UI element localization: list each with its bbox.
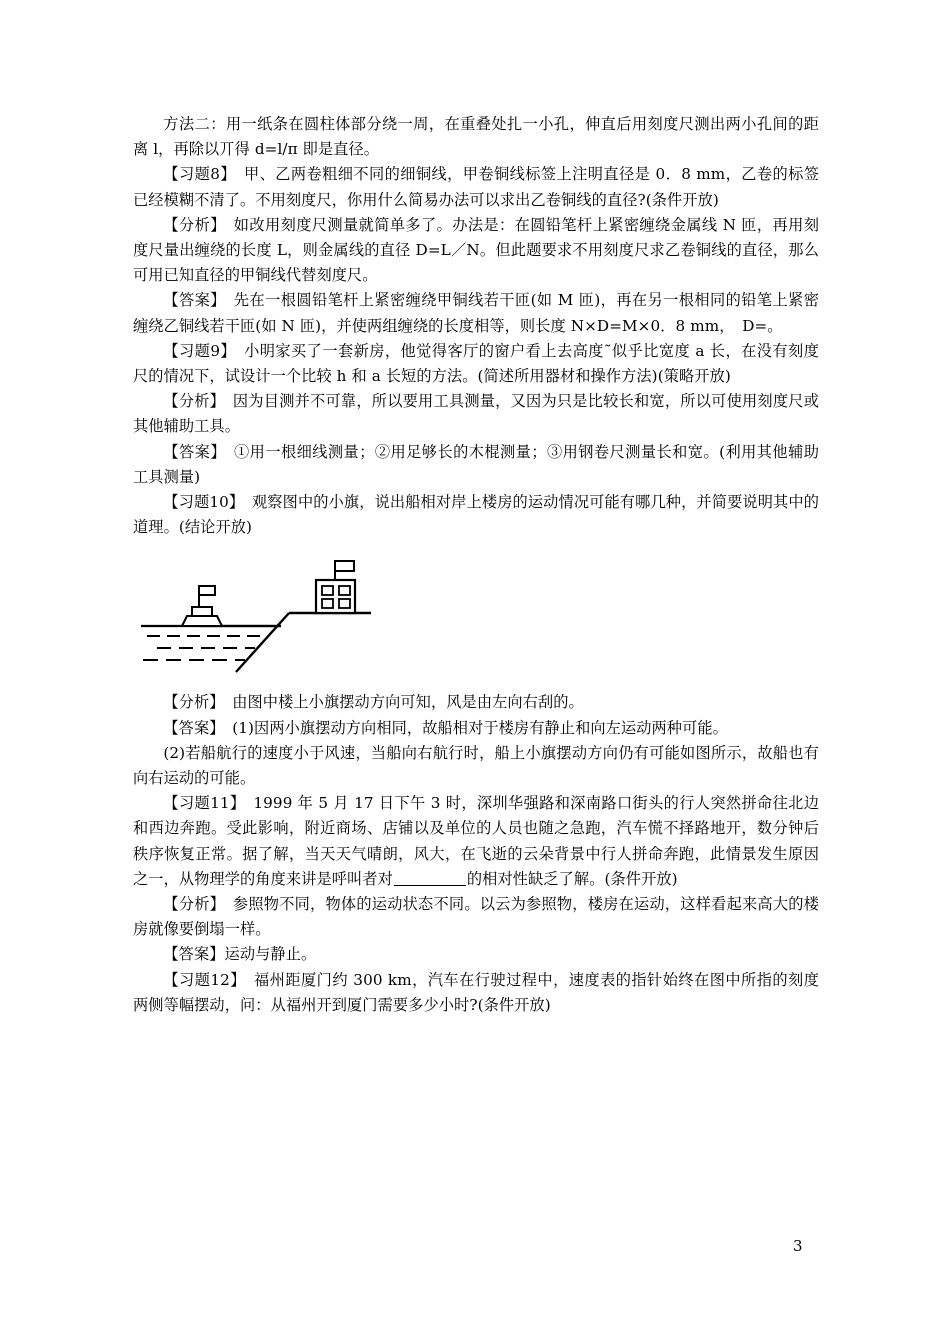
paragraph-analysis-11: 【分析】 参照物不同，物体的运动状态不同。以云为参照物，楼房在运动，这样看起来高大的楼房就像要倒塌一样。 <box>133 895 819 939</box>
paragraph-answer-10-part1: 【答案】 (1)因两小旗摆动方向相同，故船相对于楼房有静止和向左运动两种可能。 <box>163 718 728 737</box>
paragraph-answer-8: 【答案】 先在一根圆铅笔杆上紧密缠绕甲铜线若干匝(如 M 匝)，再在另一根相同的铅笔上紧密缠绕乙铜线若干匝(如 N 匝)，并使两组缠绕的长度相等，则长度 N×D=M×0．8 mm， D=。 <box>133 291 819 335</box>
building-flag-pointing-right <box>335 561 354 571</box>
sloped-shore-bank <box>236 613 289 672</box>
boat-flag-pointing-right <box>199 586 215 595</box>
figure-boat-and-building <box>133 550 819 678</box>
page-content <box>133 112 819 1018</box>
boat-cabin <box>192 607 212 616</box>
building-window-top-left <box>322 586 333 595</box>
paragraph-analysis-10: 【分析】 由图中楼上小旗摆动方向可知，风是由左向右刮的。 <box>163 693 584 712</box>
building-window-bottom-right <box>339 599 350 608</box>
paragraph-exercise-8: 【习题8】 甲、乙两卷粗细不同的细铜线，甲卷铜线标签上注明直径是 0．8 mm，乙卷的标签已经模糊不清了。不用刻度尺，你用什么简易办法可以求出乙卷铜线的直径?(条件开放) <box>133 165 819 209</box>
paragraph-exercise-11 <box>133 791 819 892</box>
fill-in-blank[interactable] <box>394 885 466 886</box>
paragraph-analysis-8: 【分析】 如改用刻度尺测量就简单多了。办法是：在圆铅笔杆上紧密缠绕金属线 N 匝，再用刻度尺量出缠绕的长度 L，则金属线的直径 D=L／N。但此题要求不用刻度尺求乙卷铜线的直径，那么可用已知直径的甲铜线代替刻度尺。 <box>133 215 819 285</box>
paragraph-answer-10-part2: (2)若船航行的速度小于风速，当船向右航行时，船上小旗摆动方向仍有可能如图所示，故船也有向右运动的可能。 <box>133 743 819 788</box>
paragraph-exercise-10: 【习题10】 观察图中的小旗，说出船相对岸上楼房的运动情况可能有哪几种，并简要说明其中的道理。(结论开放) <box>133 493 819 537</box>
building-window-bottom-left <box>322 599 333 608</box>
paragraph-exercise-9: 【习题9】 小明家买了一套新房，他觉得客厅的窗户看上去高度˜似乎比宽度 a 长，在没有刻度尺的情况下，试设计一个比较 h 和 a 长短的方法。(简述所用器材和操作方法)(策略开放) <box>133 341 819 386</box>
paragraph-answer-9: 【答案】 ①用一根细线测量；②用足够长的木棍测量；③用钢卷尺测量长和宽。(利用其他辅助工具测量) <box>133 442 819 486</box>
paragraph-exercise-12: 【习题12】 福州距厦门约 300 km，汽车在行驶过程中，速度表的指针始终在图中所指的刻度两侧等幅摆动，问：从福州开到厦门需要多少小时?(条件开放) <box>133 970 819 1014</box>
building-window-top-right <box>339 586 350 595</box>
boat-hull <box>182 616 222 626</box>
paragraph-exercise-11-text-b: 的相对性缺乏了解。(条件开放) <box>466 869 678 888</box>
paragraph-method-two: 方法二：用一纸条在圆柱体部分绕一周，在重叠处扎一小孔，伸直后用刻度尺测出两小孔间的距离 l，再除以丌得 d=l/π 即是直径。 <box>133 115 819 159</box>
paragraph-analysis-9: 【分析】 因为目测并不可靠，所以要用工具测量，又因为只是比较长和宽，所以可使用刻度尺或其他辅助工具。 <box>133 392 819 436</box>
paragraph-exercise-11-text-a: 【习题11】 1999 年 5 月 17 日下午 3 时，深圳华强路和深南路口街头的行人突然拼命往北边和西边奔跑。受此影响，附近商场、店铺以及单位的人员也随之急跑，汽车慌不择路地开，数分钟后秩序恢复正常。据了解，当天天气晴朗，风大，在飞逝的云朵背景中行人拼命奔跑，此情景发生原因之一，从物理学的角度来讲是呼叫者对 <box>133 794 819 888</box>
page-number: 3 <box>793 1237 803 1255</box>
paragraph-answer-11: 【答案】运动与静止。 <box>163 945 317 964</box>
